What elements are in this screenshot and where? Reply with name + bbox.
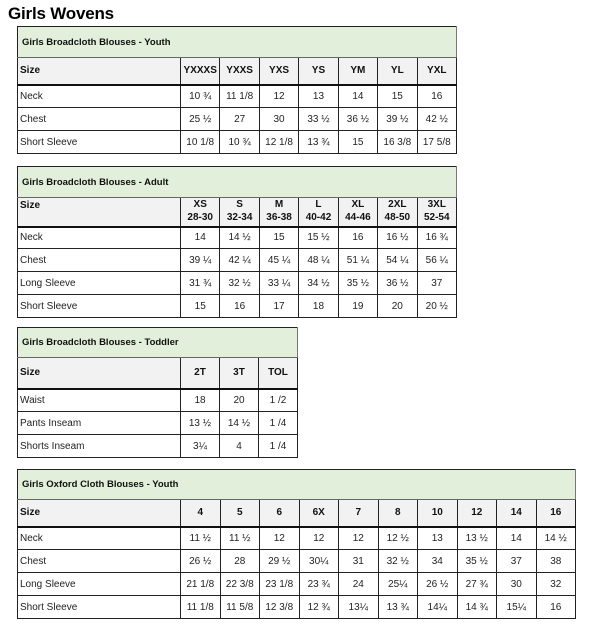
table-row xyxy=(18,527,576,550)
column-header: 6X xyxy=(299,500,339,527)
size-range: 28-30 xyxy=(187,212,213,223)
cell: 16 xyxy=(220,295,259,318)
cell: 33 ¼ xyxy=(259,272,298,295)
row-label: Chest xyxy=(18,550,181,573)
column-header: YS xyxy=(299,58,338,85)
size-header: Size xyxy=(18,198,181,227)
cell: 10 1/8 xyxy=(181,131,220,154)
row-label: Short Sleeve xyxy=(18,131,181,154)
column-header: 10 xyxy=(418,500,458,527)
cell: 14 ½ xyxy=(220,227,259,249)
size-header: Size xyxy=(18,358,181,389)
cell: 38 xyxy=(536,550,576,573)
cell: 16 xyxy=(536,596,576,619)
table-title: Girls Broadcloth Blouses - Youth xyxy=(18,27,457,58)
cell: 26 ½ xyxy=(181,550,221,573)
cell: 13 ½ xyxy=(181,412,220,435)
cell: 14 xyxy=(497,527,537,550)
table-row xyxy=(18,435,298,458)
size-range: 32-34 xyxy=(226,212,253,223)
cell: 42 ¼ xyxy=(220,249,259,272)
cell: 34 xyxy=(418,550,458,573)
column-header xyxy=(299,198,338,227)
cell: 11 ½ xyxy=(181,527,221,550)
size-range: 44-46 xyxy=(345,212,371,223)
cell: 37 xyxy=(417,272,456,295)
cell: 12 1/8 xyxy=(259,131,298,154)
cell: 37 xyxy=(497,550,537,573)
cell: 19 xyxy=(338,295,377,318)
broadcloth-youth-table xyxy=(17,26,457,154)
cell: 27 xyxy=(220,108,259,131)
size-label: XL xyxy=(351,199,365,210)
table-row xyxy=(18,596,576,619)
cell: 14 ½ xyxy=(536,527,576,550)
cell: 3¼ xyxy=(181,435,220,458)
cell: 13 ¾ xyxy=(299,131,338,154)
column-header xyxy=(259,198,298,227)
column-header: 5 xyxy=(220,500,260,527)
cell: 16 xyxy=(338,227,377,249)
table-title: Girls Broadcloth Blouses - Adult xyxy=(18,167,457,198)
column-header: 2T xyxy=(181,358,220,389)
oxford-youth-table xyxy=(17,469,576,619)
cell: 15 xyxy=(259,227,298,249)
cell: 12 xyxy=(339,527,379,550)
cell: 30 xyxy=(497,573,537,596)
cell: 16 3/8 xyxy=(378,131,417,154)
column-header: 3T xyxy=(220,358,259,389)
column-header xyxy=(181,198,220,227)
column-header: 16 xyxy=(536,500,576,527)
row-label: Chest xyxy=(18,108,181,131)
table-row xyxy=(18,85,457,108)
cell: 20 xyxy=(378,295,417,318)
cell: 54 ¼ xyxy=(378,249,417,272)
cell: 13 ½ xyxy=(457,527,497,550)
table-row xyxy=(18,550,576,573)
broadcloth-toddler-table xyxy=(17,327,298,458)
cell: 15 xyxy=(378,85,417,108)
cell: 31 xyxy=(339,550,379,573)
row-label: Short Sleeve xyxy=(18,295,181,318)
cell: 23 1/8 xyxy=(260,573,300,596)
row-label: Neck xyxy=(18,527,181,550)
cell: 32 xyxy=(536,573,576,596)
cell: 30¼ xyxy=(299,550,339,573)
cell: 10 ¾ xyxy=(181,85,220,108)
cell: 1 /4 xyxy=(259,412,298,435)
cell: 12 xyxy=(299,527,339,550)
cell: 15 ½ xyxy=(299,227,338,249)
cell: 14 ¾ xyxy=(457,596,497,619)
cell: 17 5/8 xyxy=(417,131,456,154)
cell: 11 1/8 xyxy=(181,596,221,619)
cell: 18 xyxy=(181,389,220,412)
cell: 11 ½ xyxy=(220,527,260,550)
cell: 25¼ xyxy=(378,573,418,596)
cell: 14¼ xyxy=(418,596,458,619)
table-row xyxy=(18,108,457,131)
cell: 1 /4 xyxy=(259,435,298,458)
column-header xyxy=(338,198,377,227)
cell: 10 ¾ xyxy=(220,131,259,154)
table-row xyxy=(18,389,298,412)
cell: 29 ½ xyxy=(260,550,300,573)
cell: 21 1/8 xyxy=(181,573,221,596)
row-label: Neck xyxy=(18,227,181,249)
column-header: YXXS xyxy=(220,58,259,85)
cell: 14 ½ xyxy=(220,412,259,435)
column-header: 14 xyxy=(497,500,537,527)
column-header: 7 xyxy=(339,500,379,527)
row-label: Shorts Inseam xyxy=(18,435,181,458)
cell: 20 ½ xyxy=(417,295,456,318)
cell: 12 ½ xyxy=(378,527,418,550)
column-header: 6 xyxy=(260,500,300,527)
cell: 12 xyxy=(259,85,298,108)
table-row xyxy=(18,249,457,272)
cell: 12 ¾ xyxy=(299,596,339,619)
column-header: YXS xyxy=(259,58,298,85)
size-range: 36-38 xyxy=(266,212,292,223)
cell: 28 xyxy=(220,550,260,573)
cell: 12 xyxy=(260,527,300,550)
cell: 42 ½ xyxy=(417,108,456,131)
column-header: 12 xyxy=(457,500,497,527)
row-label: Chest xyxy=(18,249,181,272)
table-row xyxy=(18,272,457,295)
table-row xyxy=(18,573,576,596)
cell: 15¼ xyxy=(497,596,537,619)
cell: 15 xyxy=(338,131,377,154)
cell: 48 ¼ xyxy=(299,249,338,272)
column-header xyxy=(220,198,259,227)
cell: 16 xyxy=(417,85,456,108)
table-row xyxy=(18,295,457,318)
size-label: XS xyxy=(193,199,207,210)
cell: 14 xyxy=(181,227,220,249)
cell: 51 ¼ xyxy=(338,249,377,272)
cell: 11 1/8 xyxy=(220,85,259,108)
column-header: TOL xyxy=(259,358,298,389)
size-range: 52-54 xyxy=(423,212,450,223)
row-label: Short Sleeve xyxy=(18,596,181,619)
cell: 22 3/8 xyxy=(220,573,260,596)
row-label: Long Sleeve xyxy=(18,573,181,596)
cell: 45 ¼ xyxy=(259,249,298,272)
cell: 33 ½ xyxy=(299,108,338,131)
row-label: Pants Inseam xyxy=(18,412,181,435)
cell: 32 ½ xyxy=(378,550,418,573)
cell: 13 ¾ xyxy=(378,596,418,619)
cell: 56 ¼ xyxy=(417,249,456,272)
cell: 13 xyxy=(418,527,458,550)
column-header: YXL xyxy=(417,58,456,85)
cell: 34 ½ xyxy=(299,272,338,295)
cell: 30 xyxy=(259,108,298,131)
cell: 24 xyxy=(339,573,379,596)
column-header: 8 xyxy=(378,500,418,527)
cell: 39 ¼ xyxy=(181,249,220,272)
cell: 39 ½ xyxy=(378,108,417,131)
column-header xyxy=(378,198,417,227)
cell: 1 /2 xyxy=(259,389,298,412)
cell: 13¼ xyxy=(339,596,379,619)
table-title: Girls Oxford Cloth Blouses - Youth xyxy=(18,470,576,500)
size-label: 3XL xyxy=(427,199,446,210)
cell: 16 ¾ xyxy=(417,227,456,249)
cell: 16 ½ xyxy=(378,227,417,249)
cell: 15 xyxy=(181,295,220,318)
column-header xyxy=(417,198,456,227)
row-label: Waist xyxy=(18,389,181,412)
cell: 4 xyxy=(220,435,259,458)
cell: 17 xyxy=(259,295,298,318)
cell: 26 ½ xyxy=(418,573,458,596)
broadcloth-adult-table xyxy=(17,166,457,318)
size-label: S xyxy=(236,199,243,210)
size-header: Size xyxy=(18,58,181,85)
row-label: Long Sleeve xyxy=(18,272,181,295)
size-label: L xyxy=(315,199,322,210)
cell: 25 ½ xyxy=(181,108,220,131)
cell: 35 ½ xyxy=(338,272,377,295)
page-title: Girls Wovens xyxy=(8,4,114,23)
size-label: M xyxy=(274,199,284,210)
cell: 14 xyxy=(338,85,377,108)
column-header: 4 xyxy=(181,500,221,527)
column-header: YL xyxy=(378,58,417,85)
table-row xyxy=(18,131,457,154)
cell: 13 xyxy=(299,85,338,108)
cell: 20 xyxy=(220,389,259,412)
size-header: Size xyxy=(18,500,181,527)
size-label: 2XL xyxy=(388,199,407,210)
cell: 27 ¾ xyxy=(457,573,497,596)
cell: 32 ½ xyxy=(220,272,259,295)
cell: 36 ½ xyxy=(338,108,377,131)
table-title: Girls Broadcloth Blouses - Toddler xyxy=(18,328,298,358)
table-row xyxy=(18,412,298,435)
table-row xyxy=(18,227,457,249)
cell: 23 ¾ xyxy=(299,573,339,596)
column-header: YM xyxy=(338,58,377,85)
cell: 12 3/8 xyxy=(260,596,300,619)
row-label: Neck xyxy=(18,85,181,108)
size-range: 48-50 xyxy=(384,212,411,223)
size-range: 40-42 xyxy=(305,212,332,223)
cell: 35 ½ xyxy=(457,550,497,573)
cell: 36 ½ xyxy=(378,272,417,295)
cell: 11 5/8 xyxy=(220,596,260,619)
cell: 31 ¾ xyxy=(181,272,220,295)
column-header: YXXXS xyxy=(181,58,220,85)
cell: 18 xyxy=(299,295,338,318)
